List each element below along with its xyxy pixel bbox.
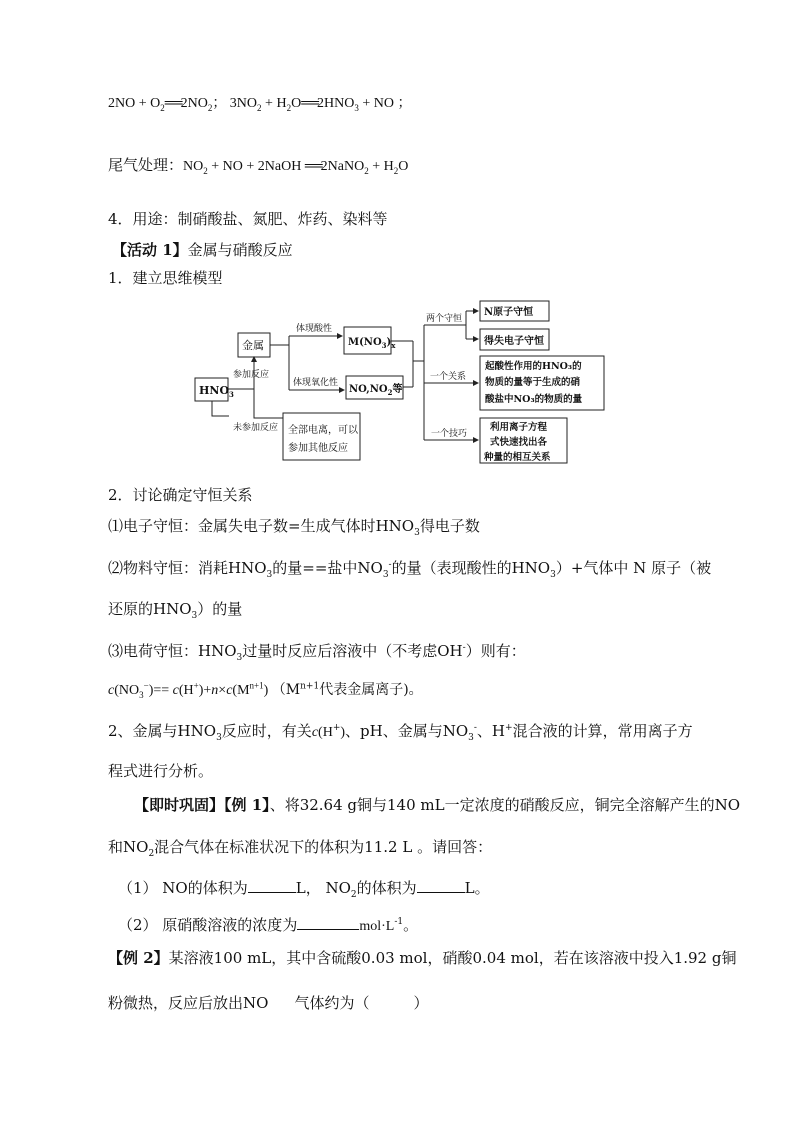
step-1-heading: 1．建立思维模型	[108, 269, 223, 287]
charge-formula: $c(NO_3^-)== c(H^+)+n\times c(M^{n+1})$ （$M^{n+1}$代表金属离子)。	[108, 680, 423, 700]
no-volume-blank[interactable]	[248, 878, 296, 893]
diagram-gas-label: $NO,NO_2$等	[349, 384, 403, 397]
diagram-oxidation-label: 体现氧化性	[293, 378, 339, 388]
diagram-two-conservation-label: 两个守恒	[426, 314, 463, 324]
example-1-line2: 和$NO_2$混合气体在标准状况下的体积为11.2 L 。请回答：	[108, 838, 493, 859]
electron-conservation: ⑴电子守恒：金属失电子数=生成气体时$HNO_3$得电子数	[108, 517, 480, 538]
diagram-n-conservation-text: N原子守恒	[484, 307, 534, 318]
diagram-hno3-label: $HNO_3$	[199, 384, 234, 399]
point-2-line1: 2、金属与$HNO_3$反应时，有关c(H+)、pH、金属与$NO_3^-$、H+混合液的计算，常用离子方	[108, 722, 693, 743]
example-2-line1: 【例 2】某溶液100 mL，其中含硫酸0.03 mol，硝酸0.04 mol，若在该溶液中投入1.92 g铜	[108, 949, 737, 967]
example-1-question-1: （1） NO的体积为 L， $NO_2$的体积为 L。	[118, 879, 490, 900]
diagram-ionize-line1: 全部电离，可以	[288, 425, 358, 436]
charge-conservation: ⑶电荷守恒：$HNO_3$过量时反应后溶液中（不考虑OH-）则有：	[108, 642, 526, 663]
diagram-metal-label: 金属	[242, 339, 264, 352]
tail-gas-equation: 尾气处理：$NO_2$ + NO + 2NaOH ══2NaNO$_2$ + $H_2O$	[108, 156, 409, 176]
uses-line: 4．用途：制硝酸盐、氮肥、炸药、染料等	[108, 210, 388, 228]
diagram-technique-line3: 种量的相互关系	[484, 452, 551, 463]
point-2-line2: 程式进行分析。	[108, 762, 214, 780]
example-1-line1: 【即时巩固】【例 1】、将32.64 g铜与140 mL一定浓度的硝酸反应，铜完全溶解产生的NO	[134, 796, 741, 814]
example-2-line2: 粉微热，反应后放出NO 气体约为（ ）	[108, 994, 429, 1012]
diagram-participate-label: 参加反应	[233, 370, 270, 380]
material-conservation-line2: 还原的$HNO_3$）的量	[108, 600, 243, 621]
diagram-not-participate-label: 未参加反应	[233, 423, 279, 433]
thinking-model-diagram	[0, 0, 794, 480]
activity-heading: 【活动 1】金属与硝酸反应	[112, 241, 293, 259]
step-2-heading: 2．讨论确定守恒关系	[108, 486, 253, 504]
example-1-question-2: （2） 原硝酸溶液的浓度为 $mol\cdot L^{-1}$。	[118, 916, 419, 934]
diagram-acidity-label: 体现酸性	[296, 324, 333, 334]
diagram-e-conservation-text: 得失电子守恒	[484, 336, 544, 347]
diagram-technique-line2: 式快速找出各	[490, 437, 548, 448]
diagram-one-technique-label: 一个技巧	[431, 429, 468, 439]
material-conservation-line1: ⑵物料守恒：消耗$HNO_3$的量==盐中$NO_3^-$的量（表现酸性的$HNO_3)+$气体中 N 原子（被	[108, 559, 712, 580]
no2-volume-blank[interactable]	[417, 878, 465, 893]
diagram-technique-line1: 利用离子方程	[490, 422, 548, 433]
concentration-blank[interactable]	[297, 915, 359, 930]
diagram-relation-line2: 物质的量等于生成的硝	[485, 377, 581, 388]
diagram-salt-label: $M(NO_3)_x$	[348, 337, 396, 350]
diagram-one-relation-label: 一个关系	[430, 372, 467, 382]
diagram-relation-line3: 酸盐中NO₃的物质的量	[485, 394, 583, 405]
diagram-relation-line1: 起酸性作用的HNO₃的	[485, 361, 582, 372]
diagram-ionize-line2: 参加其他反应	[288, 443, 348, 454]
equation-no-oxidation: $2NO + O_2══2NO_2$； $3NO_2$ + $H_2O══2HNO_3$ + NO ；	[108, 96, 412, 113]
